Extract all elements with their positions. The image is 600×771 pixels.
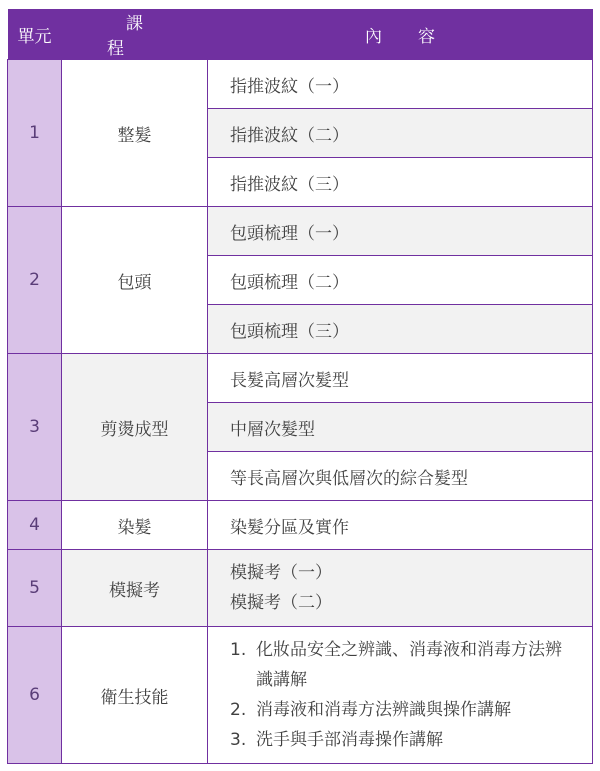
course-name: 整髮 xyxy=(62,60,208,207)
content-line: 模擬考（一） xyxy=(230,563,332,583)
table-row xyxy=(8,354,593,403)
header-course: 課程 xyxy=(62,9,208,60)
content-item: 包頭梳理（三） xyxy=(208,305,593,354)
list-number: 2. xyxy=(230,700,247,720)
list-text: 消毒液和消毒方法辨識與操作講解 xyxy=(256,700,511,720)
content-line: 模擬考（二） xyxy=(230,593,332,613)
list-number: 1. xyxy=(230,640,247,660)
course-name: 衛生技能 xyxy=(62,627,208,764)
content-item: 包頭梳理（二） xyxy=(208,256,593,305)
course-table xyxy=(7,9,593,764)
course-name: 包頭 xyxy=(62,207,208,354)
content-item: 長髮高層次髮型 xyxy=(208,354,593,403)
unit-number: 3 xyxy=(8,354,62,501)
list-item xyxy=(230,635,592,695)
table-row xyxy=(8,627,593,764)
content-item: 染髮分區及實作 xyxy=(208,501,593,550)
table-row xyxy=(8,60,593,109)
unit-number: 2 xyxy=(8,207,62,354)
content-item: 指推波紋（一） xyxy=(208,60,593,109)
content-item: 等長高層次與低層次的綜合髮型 xyxy=(208,452,593,501)
unit-number: 4 xyxy=(8,501,62,550)
table-header-row xyxy=(8,9,593,60)
unit-number: 6 xyxy=(8,627,62,764)
course-name: 模擬考 xyxy=(62,550,208,627)
table-row xyxy=(8,501,593,550)
list-item xyxy=(230,725,592,755)
list-text: 化妝品安全之辨識、消毒液和消毒方法辨識講解 xyxy=(256,640,562,690)
list-item xyxy=(230,695,592,725)
list-number: 3. xyxy=(230,730,247,750)
content-cell xyxy=(208,627,593,764)
unit-number: 5 xyxy=(8,550,62,627)
course-table-container xyxy=(7,9,593,764)
course-name: 染髮 xyxy=(62,501,208,550)
content-item: 指推波紋（三） xyxy=(208,158,593,207)
table-row xyxy=(8,207,593,256)
header-content: 內容 xyxy=(208,9,593,60)
content-item: 包頭梳理（一） xyxy=(208,207,593,256)
content-cell xyxy=(208,550,593,627)
content-item: 指推波紋（二） xyxy=(208,109,593,158)
numbered-list xyxy=(230,635,592,755)
unit-number: 1 xyxy=(8,60,62,207)
header-unit: 單元 xyxy=(8,9,62,60)
list-text: 洗手與手部消毒操作講解 xyxy=(256,730,443,750)
course-name: 剪燙成型 xyxy=(62,354,208,501)
content-item: 中層次髮型 xyxy=(208,403,593,452)
table-row xyxy=(8,550,593,627)
